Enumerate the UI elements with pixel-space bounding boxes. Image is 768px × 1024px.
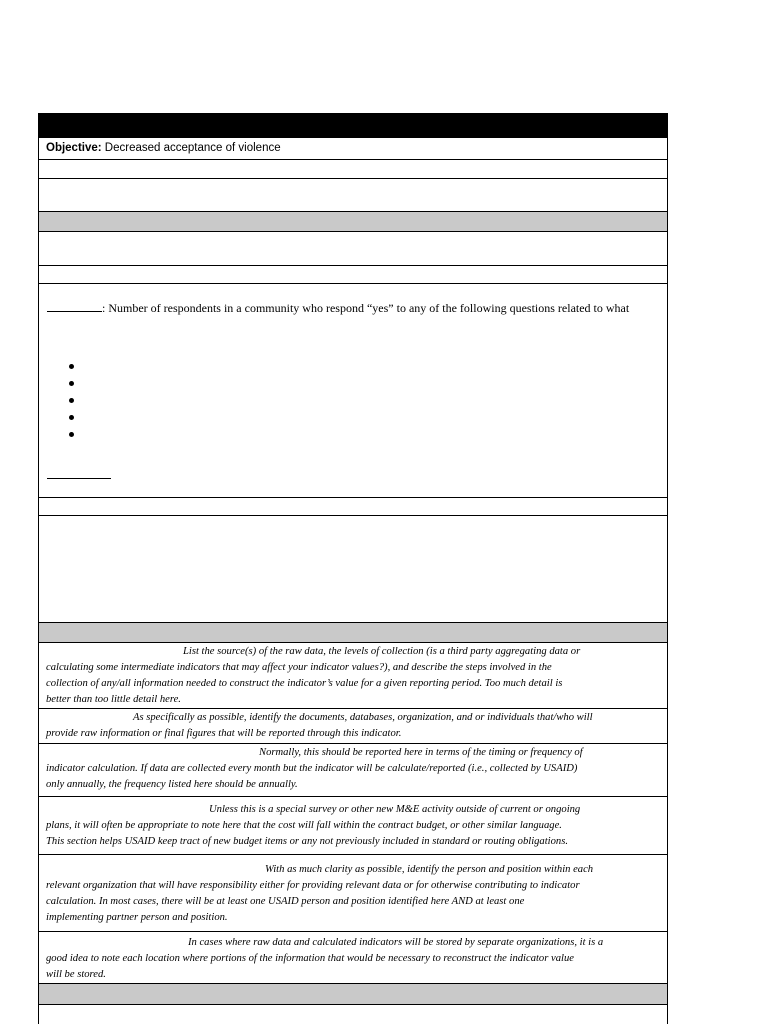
blank-row-5 bbox=[39, 498, 667, 516]
documents-row bbox=[39, 709, 667, 744]
bullet-icon bbox=[69, 398, 74, 403]
location-line-2: good idea to note each location where portions of the information that would be necessary to reconstruct the indicator value bbox=[46, 953, 574, 964]
objective-value: Decreased acceptance of violence bbox=[101, 142, 281, 154]
bullet-icon bbox=[69, 381, 74, 386]
cost-line-3: This section helps USAID keep tract of new budget items or any not previously included in standard or routing obligations. bbox=[46, 836, 568, 847]
location-line-3: will be stored. bbox=[46, 969, 106, 980]
data-source-line-2: calculating some intermediate indicators that may affect your indicator values?), and describe the steps involved in the bbox=[46, 662, 552, 673]
responsibility-row bbox=[39, 855, 667, 932]
frequency-line-1: Normally, this should be reported here in terms of the timing or frequency of bbox=[259, 747, 583, 758]
bullet-icon bbox=[69, 415, 74, 420]
question-bullet-list bbox=[69, 364, 74, 449]
blank-row-2 bbox=[39, 179, 667, 212]
data-source-line-3: collection of any/all information needed to construct the indicator’s value for a given reporting period. Too much detail is bbox=[46, 678, 563, 689]
blank-row-6 bbox=[39, 516, 667, 623]
responsibility-line-4: implementing partner person and position. bbox=[46, 912, 228, 923]
frequency-line-3: only annually, the frequency listed here should be annually. bbox=[46, 779, 298, 790]
objective-row bbox=[39, 138, 667, 160]
cost-line-2: plans, it will often be appropriate to note here that the cost will fall within the contract budget, or other similar language. bbox=[46, 820, 562, 831]
data-source-row bbox=[39, 643, 667, 709]
blank-row-1 bbox=[39, 160, 667, 179]
bullet-icon bbox=[69, 364, 74, 369]
indicator-reference-sheet bbox=[38, 113, 668, 1024]
responsibility-line-1: With as much clarity as possible, identify the person and position within each bbox=[265, 864, 594, 875]
section-divider-2 bbox=[39, 623, 667, 643]
sheet-header-bar bbox=[39, 113, 667, 138]
blank-row-4 bbox=[39, 266, 667, 284]
cost-row bbox=[39, 797, 667, 855]
blank-row-3 bbox=[39, 232, 667, 266]
section-divider-1 bbox=[39, 212, 667, 232]
data-location-row bbox=[39, 932, 667, 984]
documents-line-1: As specifically as possible, identify the documents, databases, organization, and or individuals that/who will bbox=[133, 712, 593, 723]
indicator-definition-row bbox=[39, 284, 667, 498]
signature-blank-line bbox=[47, 478, 111, 479]
cost-line-1: Unless this is a special survey or other new M&E activity outside of current or ongoing bbox=[209, 804, 581, 815]
frequency-line-2: indicator calculation. If data are collected every month but the indicator will be calculate/reported (i.e., collected by USAID) bbox=[46, 763, 578, 774]
indicator-definition bbox=[47, 301, 629, 316]
location-line-1: In cases where raw data and calculated indicators will be stored by separate organizations, it is a bbox=[188, 937, 604, 948]
bullet-icon bbox=[69, 432, 74, 437]
documents-line-2: provide raw information or final figures that will be reported through this indicator. bbox=[46, 728, 402, 739]
indicator-text: : Number of respondents in a community who respond “yes” to any of the following questions related to what bbox=[102, 301, 630, 315]
responsibility-line-3: calculation. In most cases, there will be at least one USAID person and position identified here AND at least one bbox=[46, 896, 525, 907]
objective-label: Objective: bbox=[46, 142, 102, 154]
indicator-blank bbox=[47, 302, 102, 312]
data-source-line-1: List the source(s) of the raw data, the levels of collection (is a third party aggregating data or bbox=[183, 646, 581, 657]
section-divider-3 bbox=[39, 984, 667, 1005]
frequency-row bbox=[39, 744, 667, 797]
data-source-line-4: better than too little detail here. bbox=[46, 694, 181, 705]
responsibility-line-2: relevant organization that will have responsibility either for providing relevant data or for otherwise contributing to indicator bbox=[46, 880, 580, 891]
